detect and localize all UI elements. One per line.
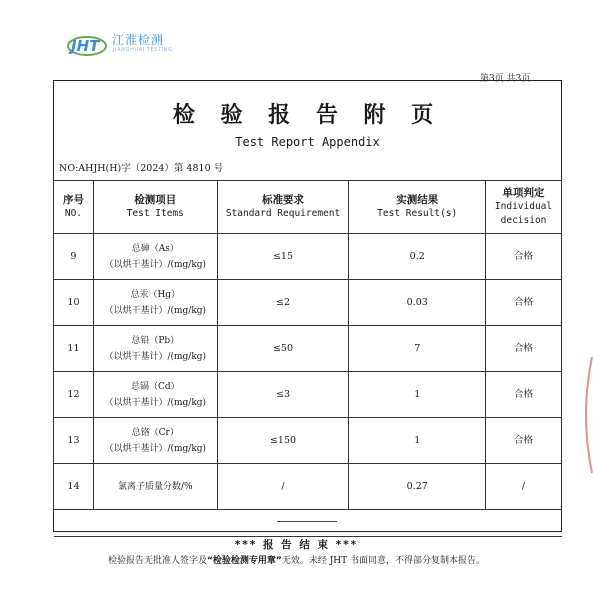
cell-requirement: ≤150 [217, 418, 349, 464]
report-footnote [0, 553, 593, 566]
footnote-prefix: 检验报告无批准人签字及 [107, 556, 207, 566]
cell-result: 1 [349, 418, 486, 464]
table-row [54, 464, 562, 510]
report-number: NO:AHJH(H)字（2024）第 4810 号 [59, 163, 224, 174]
jht-logo-icon [66, 32, 108, 58]
cell-decision: 合格 [486, 234, 562, 280]
cell-no: 11 [54, 326, 94, 372]
cell-no: 10 [54, 280, 94, 326]
header-decision: 单项判定 Individual decision [486, 181, 562, 234]
cell-no: 14 [54, 464, 94, 510]
page-indicator: 第3页 共3页 [480, 74, 531, 84]
cell-result: 0.2 [349, 234, 486, 280]
table-row [54, 418, 562, 464]
table-row [54, 234, 562, 280]
cell-item: 总铬（Cr） （以烘干基计）/(mg/kg) [93, 418, 217, 464]
cell-decision: / [486, 464, 562, 510]
cell-item: 总铅（Pb） （以烘干基计）/(mg/kg) [93, 326, 217, 372]
cell-item: 总汞（Hg） （以烘干基计）/(mg/kg) [93, 280, 217, 326]
cell-decision: 合格 [486, 280, 562, 326]
cell-item: 氯离子质量分数/% [93, 464, 217, 510]
table-row [54, 372, 562, 418]
report-frame [53, 80, 562, 532]
cell-requirement: ≤3 [217, 372, 349, 418]
cell-decision: 合格 [486, 326, 562, 372]
table-row [54, 326, 562, 372]
divider-line [277, 521, 337, 522]
cell-requirement: / [217, 464, 349, 510]
company-logo [66, 30, 206, 60]
footnote-emphasis: “检验检测专用章” [206, 556, 282, 566]
report-title-en: Test Report Appendix [235, 135, 380, 149]
cell-result: 0.03 [349, 280, 486, 326]
blank-cell [54, 510, 562, 537]
cell-result: 7 [349, 326, 486, 372]
logo-mark-text: JHT [71, 37, 100, 55]
company-name-cn: 江淮检测 [112, 33, 165, 47]
cell-no: 12 [54, 372, 94, 418]
report-title-cn: 检 验 报 告 附 页 [172, 102, 443, 128]
header-no: 序号 NO. [54, 181, 94, 234]
cell-decision: 合格 [486, 372, 562, 418]
cell-requirement: ≤2 [217, 280, 349, 326]
table-header-row [54, 181, 562, 234]
header-result: 实测结果 Test Result(s) [349, 181, 486, 234]
company-name-en: JIANGHUAI TESTING [113, 47, 173, 53]
header-test-items: 检测项目 Test Items [93, 181, 217, 234]
cell-item: 总砷（As） （以烘干基计）/(mg/kg) [93, 234, 217, 280]
cell-result: 1 [349, 372, 486, 418]
header-standard: 标准要求 Standard Requirement [217, 181, 349, 234]
red-seal-stamp [578, 355, 593, 475]
results-table [53, 180, 562, 537]
blank-row [54, 510, 562, 537]
cell-item: 总镉（Cd） （以烘干基计）/(mg/kg) [93, 372, 217, 418]
table-row [54, 280, 562, 326]
footnote-suffix: 无效。未经 JHT 书面同意，不得部分复制本报告。 [281, 556, 486, 566]
cell-requirement: ≤50 [217, 326, 349, 372]
cell-no: 9 [54, 234, 94, 280]
report-end-mark: *** 报 告 结 束 *** [234, 539, 359, 551]
cell-decision: 合格 [486, 418, 562, 464]
cell-no: 13 [54, 418, 94, 464]
cell-result: 0.27 [349, 464, 486, 510]
cell-requirement: ≤15 [217, 234, 349, 280]
